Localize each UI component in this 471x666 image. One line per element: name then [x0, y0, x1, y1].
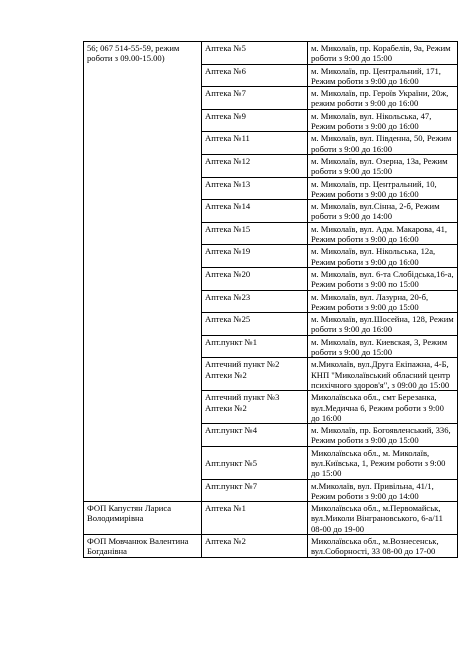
address-cell: м. Миколаїв, вул. Киевская, 3, Режим роботи з 9:00 до 15:00	[308, 335, 458, 358]
pharmacy-cell: Аптека №9	[202, 109, 308, 132]
pharmacy-cell: Аптека №13	[202, 177, 308, 200]
address-cell: м. Миколаїв, вул.Сінна, 2-б, Режим роботи з 9:00 до 14:00	[308, 200, 458, 223]
pharmacy-cell: Аптечний пункт №2 Аптеки №2	[202, 358, 308, 391]
address-cell: м. Миколаїв, вул. Нікольська, 47, Режим роботи з 9:00 до 16:00	[308, 109, 458, 132]
address-cell: м. Миколаїв, пр. Богоявленський, 336, Режим роботи з 9:00 до 15:00	[308, 424, 458, 447]
pharmacy-cell: Аптека №20	[202, 267, 308, 290]
pharmacy-cell: Аптека №19	[202, 245, 308, 268]
owner-cell: ФОП Мовчанюк Валентина Богданівна	[84, 535, 202, 558]
pharmacy-cell: Аптека №5	[202, 42, 308, 65]
address-cell: м.Миколаїв, вул.Друга Екіпажна, 4-Б, КНП "Миколаївський обласний центр психічного здоров'я", з 09:00 до 15:00	[308, 358, 458, 391]
address-cell: м. Миколаїв, вул. Нікольська, 12а, Режим роботи з 9:00 до 16:00	[308, 245, 458, 268]
pharmacy-table	[83, 41, 458, 558]
pharmacy-cell: Аптека №2	[202, 535, 308, 558]
address-cell: Миколаївська обл., м. Миколаїв, вул.Київська, 1, Режим роботи з 9:00 до 15:00	[308, 446, 458, 479]
pharmacy-cell: Аптека №7	[202, 87, 308, 110]
pharmacy-cell: Аптека №15	[202, 222, 308, 245]
pharmacy-cell: Аптечний пункт №3 Аптеки №2	[202, 391, 308, 424]
pharmacy-cell: Апт.пункт №5	[202, 446, 308, 479]
address-cell: Миколаївська обл., м.Вознесенськ, вул.Соборності, 33 08-00 до 17-00	[308, 535, 458, 558]
address-cell: м. Миколаїв, пр. Героїв України, 20ж, режим роботи з 9:00 до 16:00	[308, 87, 458, 110]
table-row	[84, 42, 458, 65]
owner-cell: 56; 067 514-55-59, режим роботи з 09.00-15.00)	[84, 42, 202, 502]
pharmacy-table-body	[84, 42, 458, 558]
pharmacy-cell: Аптека №11	[202, 132, 308, 155]
address-cell: м. Миколаїв, вул. Озерна, 13а, Режим роботи з 9:00 до 15:00	[308, 154, 458, 177]
owner-cell: ФОП Капустян Лариса Володимирівна	[84, 502, 202, 535]
address-cell: м. Миколаїв, пр. Центральний, 171, Режим роботи з 9:00 до 16:00	[308, 64, 458, 87]
address-cell: Миколаївська обл., смт Березанка, вул.Медична 6, Режим роботи з 9:00 до 16:00	[308, 391, 458, 424]
address-cell: м. Миколаїв, вул. Південна, 50, Режим роботи з 9:00 до 16:00	[308, 132, 458, 155]
pharmacy-cell: Апт.пункт №1	[202, 335, 308, 358]
pharmacy-cell: Аптека №25	[202, 313, 308, 336]
pharmacy-cell: Апт.пункт №4	[202, 424, 308, 447]
address-cell: м. Миколаїв, вул. 6-та Слобідська,16-а, Режим роботи з 9:00 по 15:00	[308, 267, 458, 290]
pharmacy-cell: Аптека №1	[202, 502, 308, 535]
pharmacy-cell: Апт.пункт №7	[202, 479, 308, 502]
pharmacy-cell: Аптека №23	[202, 290, 308, 313]
address-cell: Миколаївська обл., м.Первомайськ, вул.Миколи Вінграновського, 6-а/11 08-00 до 19-00	[308, 502, 458, 535]
table-row	[84, 502, 458, 535]
address-cell: м. Миколаїв, пр. Центральний, 10, Режим роботи з 9:00 до 16:00	[308, 177, 458, 200]
pharmacy-cell: Аптека №14	[202, 200, 308, 223]
table-row	[84, 535, 458, 558]
address-cell: м.Миколаїв, вул. Привільна, 41/1, Режим роботи з 9:00 до 14:00	[308, 479, 458, 502]
address-cell: м. Миколаїв, вул. Лазурна, 20-б, Режим роботи з 9:00 до 15:00	[308, 290, 458, 313]
address-cell: м. Миколаїв, вул. Адм. Макарова, 41, Режим роботи з 9:00 до 16:00	[308, 222, 458, 245]
address-cell: м. Миколаїв, пр. Корабелів, 9а, Режим роботи з 9:00 до 15:00	[308, 42, 458, 65]
address-cell: м. Миколаїв, вул.Шосейна, 128, Режим роботи з 9:00 до 16:00	[308, 313, 458, 336]
pharmacy-cell: Аптека №12	[202, 154, 308, 177]
pharmacy-cell: Аптека №6	[202, 64, 308, 87]
